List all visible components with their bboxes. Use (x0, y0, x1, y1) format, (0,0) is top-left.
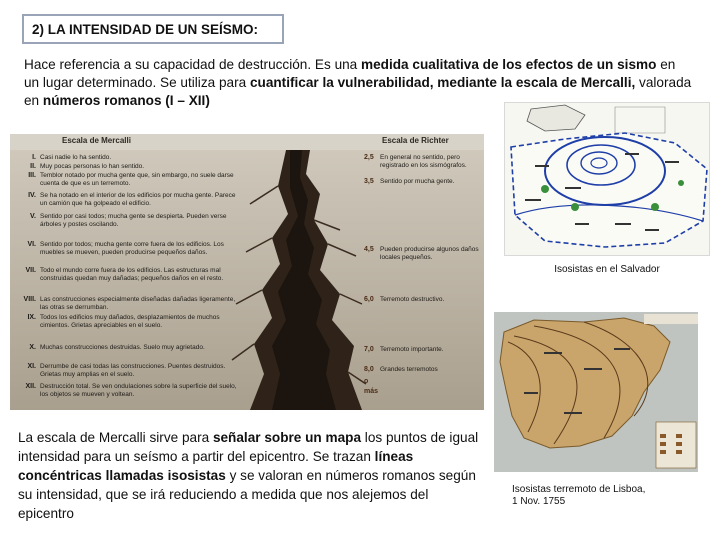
mercalli-row (12, 213, 240, 228)
mercalli-description: Temblor notado por mucha gente que, sin embargo, no suele darse cuenta de que es un terremoto. (40, 172, 234, 187)
lisbon-caption-line-2: 1 Nov. 1755 (512, 496, 566, 507)
mercalli-header: Escala de Mercalli (62, 136, 131, 145)
richter-row (364, 346, 482, 354)
richter-magnitude: 6,0 (364, 296, 374, 303)
salvador-isoseismal-map (504, 102, 710, 256)
richter-description: Terremoto destructivo. (380, 296, 445, 303)
richter-magnitude: 8,0 (364, 366, 374, 373)
bottom-bold-1: señalar sobre un mapa (212, 430, 362, 445)
mercalli-numeral: V. (30, 213, 36, 220)
richter-row (364, 178, 482, 186)
mercalli-row (12, 296, 240, 311)
mercalli-description: Muy pocas personas lo han sentido. (40, 163, 145, 170)
richter-magnitude: 4,5 (364, 246, 374, 253)
mercalli-numeral: IX. (27, 314, 36, 321)
richter-description: Sentido por mucha gente. (380, 178, 455, 185)
mercalli-numeral: XI. (27, 363, 36, 370)
richter-row (364, 246, 482, 261)
bottom-bold-2: líneas concéntricas llamadas isosistas (18, 449, 414, 483)
mercalli-row (12, 172, 240, 187)
mercalli-numeral: XII. (25, 383, 36, 390)
richter-magnitude: 2,5 (364, 154, 374, 161)
mercalli-numeral: VIII. (23, 296, 36, 303)
mercalli-description: Sentido por todos; mucha gente corre fuera de los edificios. Los muebles se mueven, pueden producirse pequeños daños. (40, 241, 224, 256)
mercalli-row (12, 344, 240, 352)
iberia-map-drawing (494, 312, 698, 472)
mercalli-numeral: III. (28, 172, 36, 179)
mercalli-row (12, 192, 240, 207)
richter-row (364, 378, 482, 386)
mercalli-description: Sentido por casi todos; mucha gente se despierta. Pueden verse árboles y postes oscilando. (40, 213, 227, 228)
mercalli-numeral: I. (32, 154, 36, 161)
intro-bold-1: medida cualitativa de los efectos de un sismo (361, 57, 657, 72)
intro-bold-2: cuantificar la vulnerabilidad, mediante la escala de Mercalli, (249, 75, 636, 90)
bottom-text-2: los puntos de igual intensidad para un seísmo a partir del epicentro. Se trazan (18, 430, 479, 464)
section-title: 2) LA INTENSIDAD DE UN SEÍSMO: (22, 14, 284, 44)
mercalli-numeral: X. (29, 344, 36, 351)
lisbon-caption-line-1: Isosistas terremoto de Lisboa, (512, 484, 646, 495)
mercalli-row (12, 163, 240, 171)
intro-bold-3: números romanos (I – XII) (42, 93, 210, 108)
richter-description: Terremoto importante. (380, 346, 444, 353)
isosistas-paragraph (18, 428, 480, 523)
richter-row (364, 154, 482, 169)
bottom-text-3: y se valoran en números romanos según su intensidad, que se irá reduciendo a medida que nos alejemos del epicentro (18, 468, 476, 521)
mercalli-numeral: II. (30, 163, 36, 170)
mercalli-row (12, 363, 240, 378)
richter-description: Pueden producirse algunos daños locales pequeños. (380, 246, 479, 261)
richter-description: En general no sentido, pero registrado en los sismógrafos. (380, 154, 467, 169)
salvador-map-caption: Isosistas en el Salvador (554, 264, 660, 275)
mercalli-numeral: IV. (28, 192, 36, 199)
mercalli-row (12, 154, 240, 162)
mercalli-description: Casi nadie lo ha sentido. (40, 154, 112, 161)
mercalli-description: Las construcciones especialmente diseñadas dañadas ligeramente, las otras se derrumban. (40, 296, 236, 311)
mercalli-row (12, 314, 240, 329)
richter-header: Escala de Richter (382, 136, 449, 145)
richter-row (364, 296, 482, 304)
mercalli-description: Destrucción total. Se ven ondulaciones sobre la superficie del suelo, los objetos se mueven y voltean. (40, 383, 237, 398)
mercalli-description: Se ha notado en el interior de los edificios por mucha gente. Parece un camión que ha golpeado el edificio. (40, 192, 236, 207)
richter-magnitude: 7,0 (364, 346, 374, 353)
mercalli-richter-scale-image (10, 134, 484, 410)
richter-row (364, 366, 482, 374)
intro-text-2: en un lugar determinado. Se utiliza para (24, 57, 676, 90)
mercalli-numeral: VI. (27, 241, 36, 248)
lisbon-map-caption (512, 484, 708, 508)
mercalli-description: Muchas construcciones destruidas. Suelo muy agrietado. (40, 344, 205, 351)
mercalli-row (12, 383, 240, 398)
mercalli-description: Derrumbe de casi todas las construcciones. Puentes destruidos. Grietas muy amplias en el suelo. (40, 363, 226, 378)
bottom-text-1: La escala de Mercalli sirve para (18, 430, 213, 445)
richter-row (364, 388, 482, 396)
salvador-map-drawing (505, 103, 710, 256)
mercalli-numeral: VII. (25, 267, 36, 274)
mercalli-row (12, 267, 240, 282)
mercalli-description: Todo el mundo corre fuera de los edificios. Las estructuras mal construidas quedan muy dañadas; pequeños daños en el resto. (40, 267, 224, 282)
richter-description: Grandes terremotos (380, 366, 438, 373)
intro-text-3: valorada en (24, 75, 692, 108)
richter-magnitude: más (364, 388, 379, 395)
mercalli-row (12, 241, 240, 256)
richter-magnitude: 3,5 (364, 178, 374, 185)
mercalli-description: Todos los edificios muy dañados, desplazamientos de muchos cimientos. Grietas apreciables en el suelo. (40, 314, 220, 329)
richter-magnitude: o (364, 378, 369, 385)
lisbon-isoseismal-map (494, 312, 698, 472)
intro-text-1: Hace referencia a su capacidad de destrucción. Es una (24, 57, 362, 72)
